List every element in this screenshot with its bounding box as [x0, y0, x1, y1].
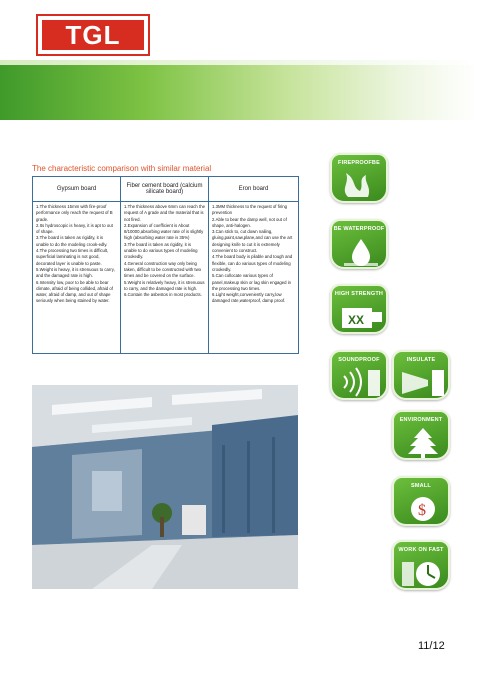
soundproof-label: SOUNDPROOF — [338, 357, 380, 363]
water-drop-icon — [336, 235, 386, 267]
fireproof-label: FIREPROOFBE — [338, 160, 380, 166]
sound-wave-icon — [336, 366, 386, 398]
fiber-cement-text: 1.The thickness above 6mm can reach the request of A grade and the material that is not fired. 2.Expansion of coefficient is About 8/10000,absorbing water rate of is slightly high (absorbing water rate is 35%) 3.The board is taken as rigidity, it is unable to do various types of modeling crookedly. 4.General construction way only being taken, difficult to be constructed with two times and be covered on the surface. 5.Weight is relatively heavy, it is strenuous to carry, and the damaged rate is high. 6.Contain the asbestos in most products. — [124, 204, 205, 298]
eron-text: 1.3MM thickness to the request of firing prevention 2.Able to bear the damp well, not out of shape, anti-halogen. 3.Can stick to, cut down nailing, gluing,paint,saw,plane,and can use the art designing knife to cut it is extremely convenient to construct. 4.The board body is pliable and tough and flexible, can do various types of modeling crookedly. 5.Can collocate various types of panel,makeup skin or lag skin engaged in the processing two times. 6.Light weight,conveniently carry,low damaged rate,waterproof, damp proof. — [212, 204, 293, 304]
waterproof-badge — [330, 219, 388, 269]
work-on-fast-badge — [392, 540, 450, 590]
eron-cell — [209, 202, 299, 354]
small-label: SMALL — [411, 483, 431, 489]
comparison-table — [32, 176, 299, 354]
insulation-icon — [398, 366, 448, 398]
svg-text:$: $ — [418, 502, 426, 519]
tree-icon — [398, 426, 448, 458]
lobby-interior-photo — [32, 385, 298, 589]
section-title: The characteristic comparison with similar material — [32, 164, 212, 173]
high-strength-label: HIGH STRENGTH — [334, 291, 384, 297]
header-eron-board: Eron board — [209, 177, 299, 202]
header-gypsum-board: Gypsum board — [33, 177, 121, 202]
tgl-logo — [36, 14, 150, 56]
small-badge — [392, 476, 450, 526]
logo-text: TGL — [42, 20, 144, 50]
table-header-row — [33, 177, 299, 202]
insulate-label: INSULATE — [406, 357, 436, 363]
dollar-icon — [398, 492, 448, 524]
high-strength-badge — [330, 284, 388, 334]
header-fiber-cement-board: Fiber cement board (calcium silicate board) — [121, 177, 209, 202]
work-on-fast-label: WORK ON FAST — [398, 547, 444, 553]
insulate-badge — [392, 350, 450, 400]
environment-label: ENVIRONMENT — [399, 417, 443, 423]
fiber-cement-cell — [121, 202, 209, 354]
table-row — [33, 202, 299, 354]
waterproof-label: BE WATERPROOF — [333, 226, 385, 232]
page-number: 11/12 — [418, 640, 445, 652]
soundproof-badge — [330, 350, 388, 400]
fireproof-badge — [330, 153, 388, 203]
gypsum-cell — [33, 202, 121, 354]
clock-icon — [398, 556, 448, 588]
gypsum-text: 1.The thickness 15mm with fire-proof performance only reach the request of B grade. 2.Its hydroscopic is heavy, it is apt to out of shape. 3.The board is taken as rigidity, it is unable to do the modeling crook-edly. 4.The processing two times is difficult, superficial laminating is not good, decorated layer is unable to paste. 5.Weight is heavy, it is strenuous to carry, and the damaged rate is high. 6.Intensity low, poor to be able to bear climate, afraid of being collided, afraid of water, afraid of damp, and out of shape seriously when being stained by water. — [36, 204, 115, 304]
header-green-band — [0, 65, 477, 120]
clamp-icon — [336, 300, 386, 332]
flame-icon — [336, 169, 386, 201]
svg-text:XX: XX — [348, 313, 365, 327]
environment-badge — [392, 410, 450, 460]
